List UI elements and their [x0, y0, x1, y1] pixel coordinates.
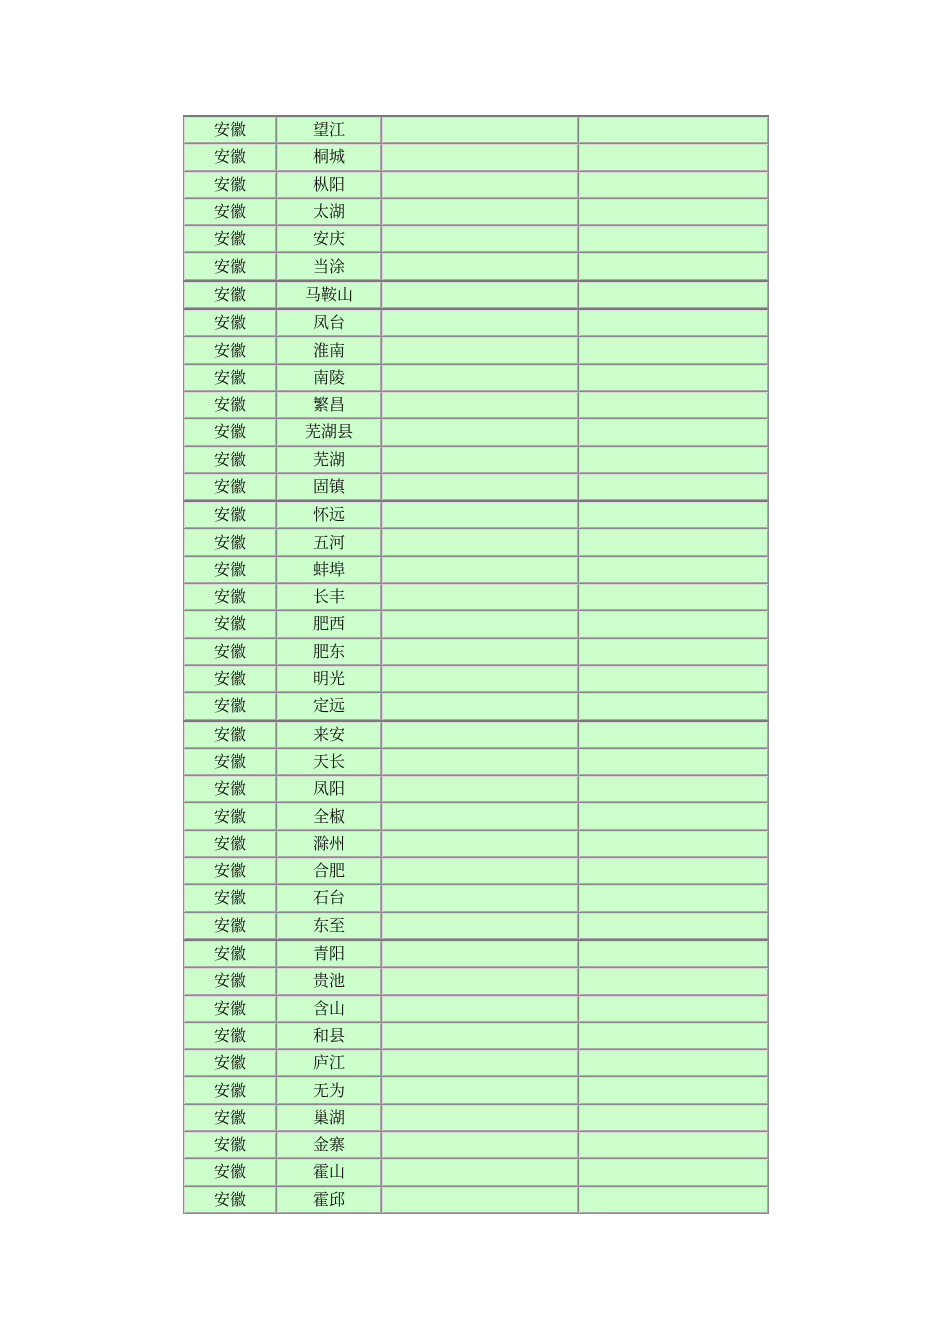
province-cell: 安徽 [184, 638, 277, 665]
empty-cell [382, 1131, 579, 1158]
empty-cell [382, 611, 579, 638]
empty-cell [579, 693, 769, 721]
city-cell: 明光 [277, 665, 382, 692]
province-cell: 安徽 [184, 940, 277, 968]
empty-cell [382, 665, 579, 692]
empty-cell [382, 1050, 579, 1077]
city-cell: 金寨 [277, 1131, 382, 1158]
empty-cell [579, 144, 769, 171]
city-cell: 芜湖 [277, 446, 382, 473]
table-row [184, 337, 769, 364]
city-cell: 繁昌 [277, 391, 382, 418]
empty-cell [382, 1159, 579, 1186]
region-table [183, 115, 769, 1214]
empty-cell [382, 584, 579, 611]
empty-cell [382, 803, 579, 830]
province-cell: 安徽 [184, 776, 277, 803]
empty-cell [579, 912, 769, 940]
empty-cell [382, 830, 579, 857]
city-cell: 南陵 [277, 364, 382, 391]
empty-cell [579, 721, 769, 749]
empty-cell [579, 1050, 769, 1077]
empty-cell [579, 885, 769, 912]
province-cell: 安徽 [184, 419, 277, 446]
table-row [184, 858, 769, 885]
province-cell: 安徽 [184, 995, 277, 1022]
empty-cell [382, 556, 579, 583]
city-cell: 霍邱 [277, 1186, 382, 1213]
empty-cell [382, 912, 579, 940]
empty-cell [382, 501, 579, 529]
empty-cell [382, 253, 579, 281]
empty-cell [382, 1104, 579, 1131]
city-cell: 芜湖县 [277, 419, 382, 446]
empty-cell [579, 940, 769, 968]
table-row [184, 171, 769, 198]
city-cell: 桐城 [277, 144, 382, 171]
province-cell: 安徽 [184, 171, 277, 198]
empty-cell [382, 171, 579, 198]
table-row [184, 419, 769, 446]
province-cell: 安徽 [184, 473, 277, 501]
empty-cell [579, 556, 769, 583]
table-row [184, 1050, 769, 1077]
empty-cell [382, 309, 579, 337]
table-row [184, 611, 769, 638]
empty-cell [382, 885, 579, 912]
empty-cell [579, 253, 769, 281]
city-cell: 滁州 [277, 830, 382, 857]
empty-cell [579, 830, 769, 857]
table-row [184, 721, 769, 749]
empty-cell [579, 171, 769, 198]
empty-cell [382, 144, 579, 171]
empty-cell [579, 116, 769, 144]
table-row [184, 1131, 769, 1158]
empty-cell [382, 364, 579, 391]
province-cell: 安徽 [184, 1104, 277, 1131]
province-cell: 安徽 [184, 364, 277, 391]
province-cell: 安徽 [184, 116, 277, 144]
city-cell: 马鞍山 [277, 281, 382, 309]
table-row [184, 1104, 769, 1131]
city-cell: 东至 [277, 912, 382, 940]
empty-cell [382, 446, 579, 473]
empty-cell [579, 776, 769, 803]
empty-cell [579, 391, 769, 418]
table-row [184, 364, 769, 391]
province-cell: 安徽 [184, 556, 277, 583]
table-row [184, 885, 769, 912]
province-cell: 安徽 [184, 309, 277, 337]
province-cell: 安徽 [184, 144, 277, 171]
empty-cell [382, 198, 579, 225]
empty-cell [579, 803, 769, 830]
empty-cell [579, 1186, 769, 1213]
table-row [184, 693, 769, 721]
province-cell: 安徽 [184, 830, 277, 857]
city-cell: 天长 [277, 748, 382, 775]
table-row [184, 1186, 769, 1213]
table-row [184, 253, 769, 281]
empty-cell [579, 364, 769, 391]
empty-cell [382, 858, 579, 885]
empty-cell [579, 638, 769, 665]
empty-cell [579, 968, 769, 995]
province-cell: 安徽 [184, 721, 277, 749]
province-cell: 安徽 [184, 748, 277, 775]
empty-cell [382, 638, 579, 665]
empty-cell [382, 1077, 579, 1104]
province-cell: 安徽 [184, 281, 277, 309]
city-cell: 五河 [277, 529, 382, 556]
city-cell: 怀远 [277, 501, 382, 529]
empty-cell [382, 721, 579, 749]
table-row [184, 116, 769, 144]
empty-cell [382, 116, 579, 144]
city-cell: 枞阳 [277, 171, 382, 198]
city-cell: 淮南 [277, 337, 382, 364]
city-cell: 庐江 [277, 1050, 382, 1077]
empty-cell [579, 309, 769, 337]
table-row [184, 144, 769, 171]
table-row [184, 309, 769, 337]
empty-cell [382, 940, 579, 968]
province-cell: 安徽 [184, 1050, 277, 1077]
table-row [184, 940, 769, 968]
city-cell: 合肥 [277, 858, 382, 885]
province-cell: 安徽 [184, 885, 277, 912]
table-row [184, 912, 769, 940]
table-row [184, 830, 769, 857]
empty-cell [382, 995, 579, 1022]
empty-cell [382, 748, 579, 775]
empty-cell [579, 446, 769, 473]
city-cell: 固镇 [277, 473, 382, 501]
table-row [184, 995, 769, 1022]
empty-cell [382, 968, 579, 995]
empty-cell [579, 501, 769, 529]
city-cell: 太湖 [277, 198, 382, 225]
city-cell: 贵池 [277, 968, 382, 995]
table-row [184, 665, 769, 692]
province-cell: 安徽 [184, 912, 277, 940]
empty-cell [382, 693, 579, 721]
empty-cell [382, 776, 579, 803]
province-cell: 安徽 [184, 1131, 277, 1158]
empty-cell [579, 1077, 769, 1104]
city-cell: 定远 [277, 693, 382, 721]
province-cell: 安徽 [184, 611, 277, 638]
city-cell: 安庆 [277, 226, 382, 253]
empty-cell [382, 337, 579, 364]
empty-cell [579, 226, 769, 253]
table-row [184, 776, 769, 803]
city-cell: 凤阳 [277, 776, 382, 803]
province-cell: 安徽 [184, 858, 277, 885]
province-cell: 安徽 [184, 968, 277, 995]
table-row [184, 501, 769, 529]
province-cell: 安徽 [184, 391, 277, 418]
province-cell: 安徽 [184, 1077, 277, 1104]
empty-cell [382, 226, 579, 253]
empty-cell [579, 665, 769, 692]
province-cell: 安徽 [184, 253, 277, 281]
empty-cell [382, 1186, 579, 1213]
table-row [184, 529, 769, 556]
table-row [184, 473, 769, 501]
table-row [184, 198, 769, 225]
table-row [184, 556, 769, 583]
table-row [184, 446, 769, 473]
empty-cell [382, 473, 579, 501]
empty-cell [579, 529, 769, 556]
empty-cell [579, 1131, 769, 1158]
table-row [184, 1077, 769, 1104]
city-cell: 石台 [277, 885, 382, 912]
city-cell: 当涂 [277, 253, 382, 281]
city-cell: 蚌埠 [277, 556, 382, 583]
empty-cell [382, 391, 579, 418]
empty-cell [579, 1022, 769, 1049]
province-cell: 安徽 [184, 337, 277, 364]
table-row [184, 1159, 769, 1186]
table-row [184, 1022, 769, 1049]
city-cell: 含山 [277, 995, 382, 1022]
empty-cell [579, 611, 769, 638]
city-cell: 凤台 [277, 309, 382, 337]
city-cell: 长丰 [277, 584, 382, 611]
empty-cell [579, 281, 769, 309]
province-cell: 安徽 [184, 529, 277, 556]
table-row [184, 803, 769, 830]
city-cell: 全椒 [277, 803, 382, 830]
empty-cell [579, 748, 769, 775]
empty-cell [382, 419, 579, 446]
table-row [184, 748, 769, 775]
province-cell: 安徽 [184, 501, 277, 529]
empty-cell [579, 198, 769, 225]
table-row [184, 226, 769, 253]
empty-cell [382, 1022, 579, 1049]
city-cell: 巢湖 [277, 1104, 382, 1131]
region-table-body [184, 116, 769, 1213]
province-cell: 安徽 [184, 693, 277, 721]
empty-cell [579, 419, 769, 446]
city-cell: 和县 [277, 1022, 382, 1049]
empty-cell [579, 584, 769, 611]
empty-cell [382, 529, 579, 556]
province-cell: 安徽 [184, 446, 277, 473]
province-cell: 安徽 [184, 1022, 277, 1049]
city-cell: 无为 [277, 1077, 382, 1104]
city-cell: 青阳 [277, 940, 382, 968]
table-row [184, 281, 769, 309]
empty-cell [579, 1159, 769, 1186]
province-cell: 安徽 [184, 198, 277, 225]
empty-cell [579, 995, 769, 1022]
empty-cell [382, 281, 579, 309]
table-row [184, 968, 769, 995]
province-cell: 安徽 [184, 584, 277, 611]
city-cell: 来安 [277, 721, 382, 749]
city-cell: 霍山 [277, 1159, 382, 1186]
province-cell: 安徽 [184, 226, 277, 253]
city-cell: 肥西 [277, 611, 382, 638]
table-row [184, 638, 769, 665]
city-cell: 肥东 [277, 638, 382, 665]
province-cell: 安徽 [184, 803, 277, 830]
empty-cell [579, 858, 769, 885]
empty-cell [579, 1104, 769, 1131]
province-cell: 安徽 [184, 1159, 277, 1186]
table-row [184, 584, 769, 611]
province-cell: 安徽 [184, 665, 277, 692]
empty-cell [579, 473, 769, 501]
table-row [184, 391, 769, 418]
city-cell: 望江 [277, 116, 382, 144]
province-cell: 安徽 [184, 1186, 277, 1213]
empty-cell [579, 337, 769, 364]
